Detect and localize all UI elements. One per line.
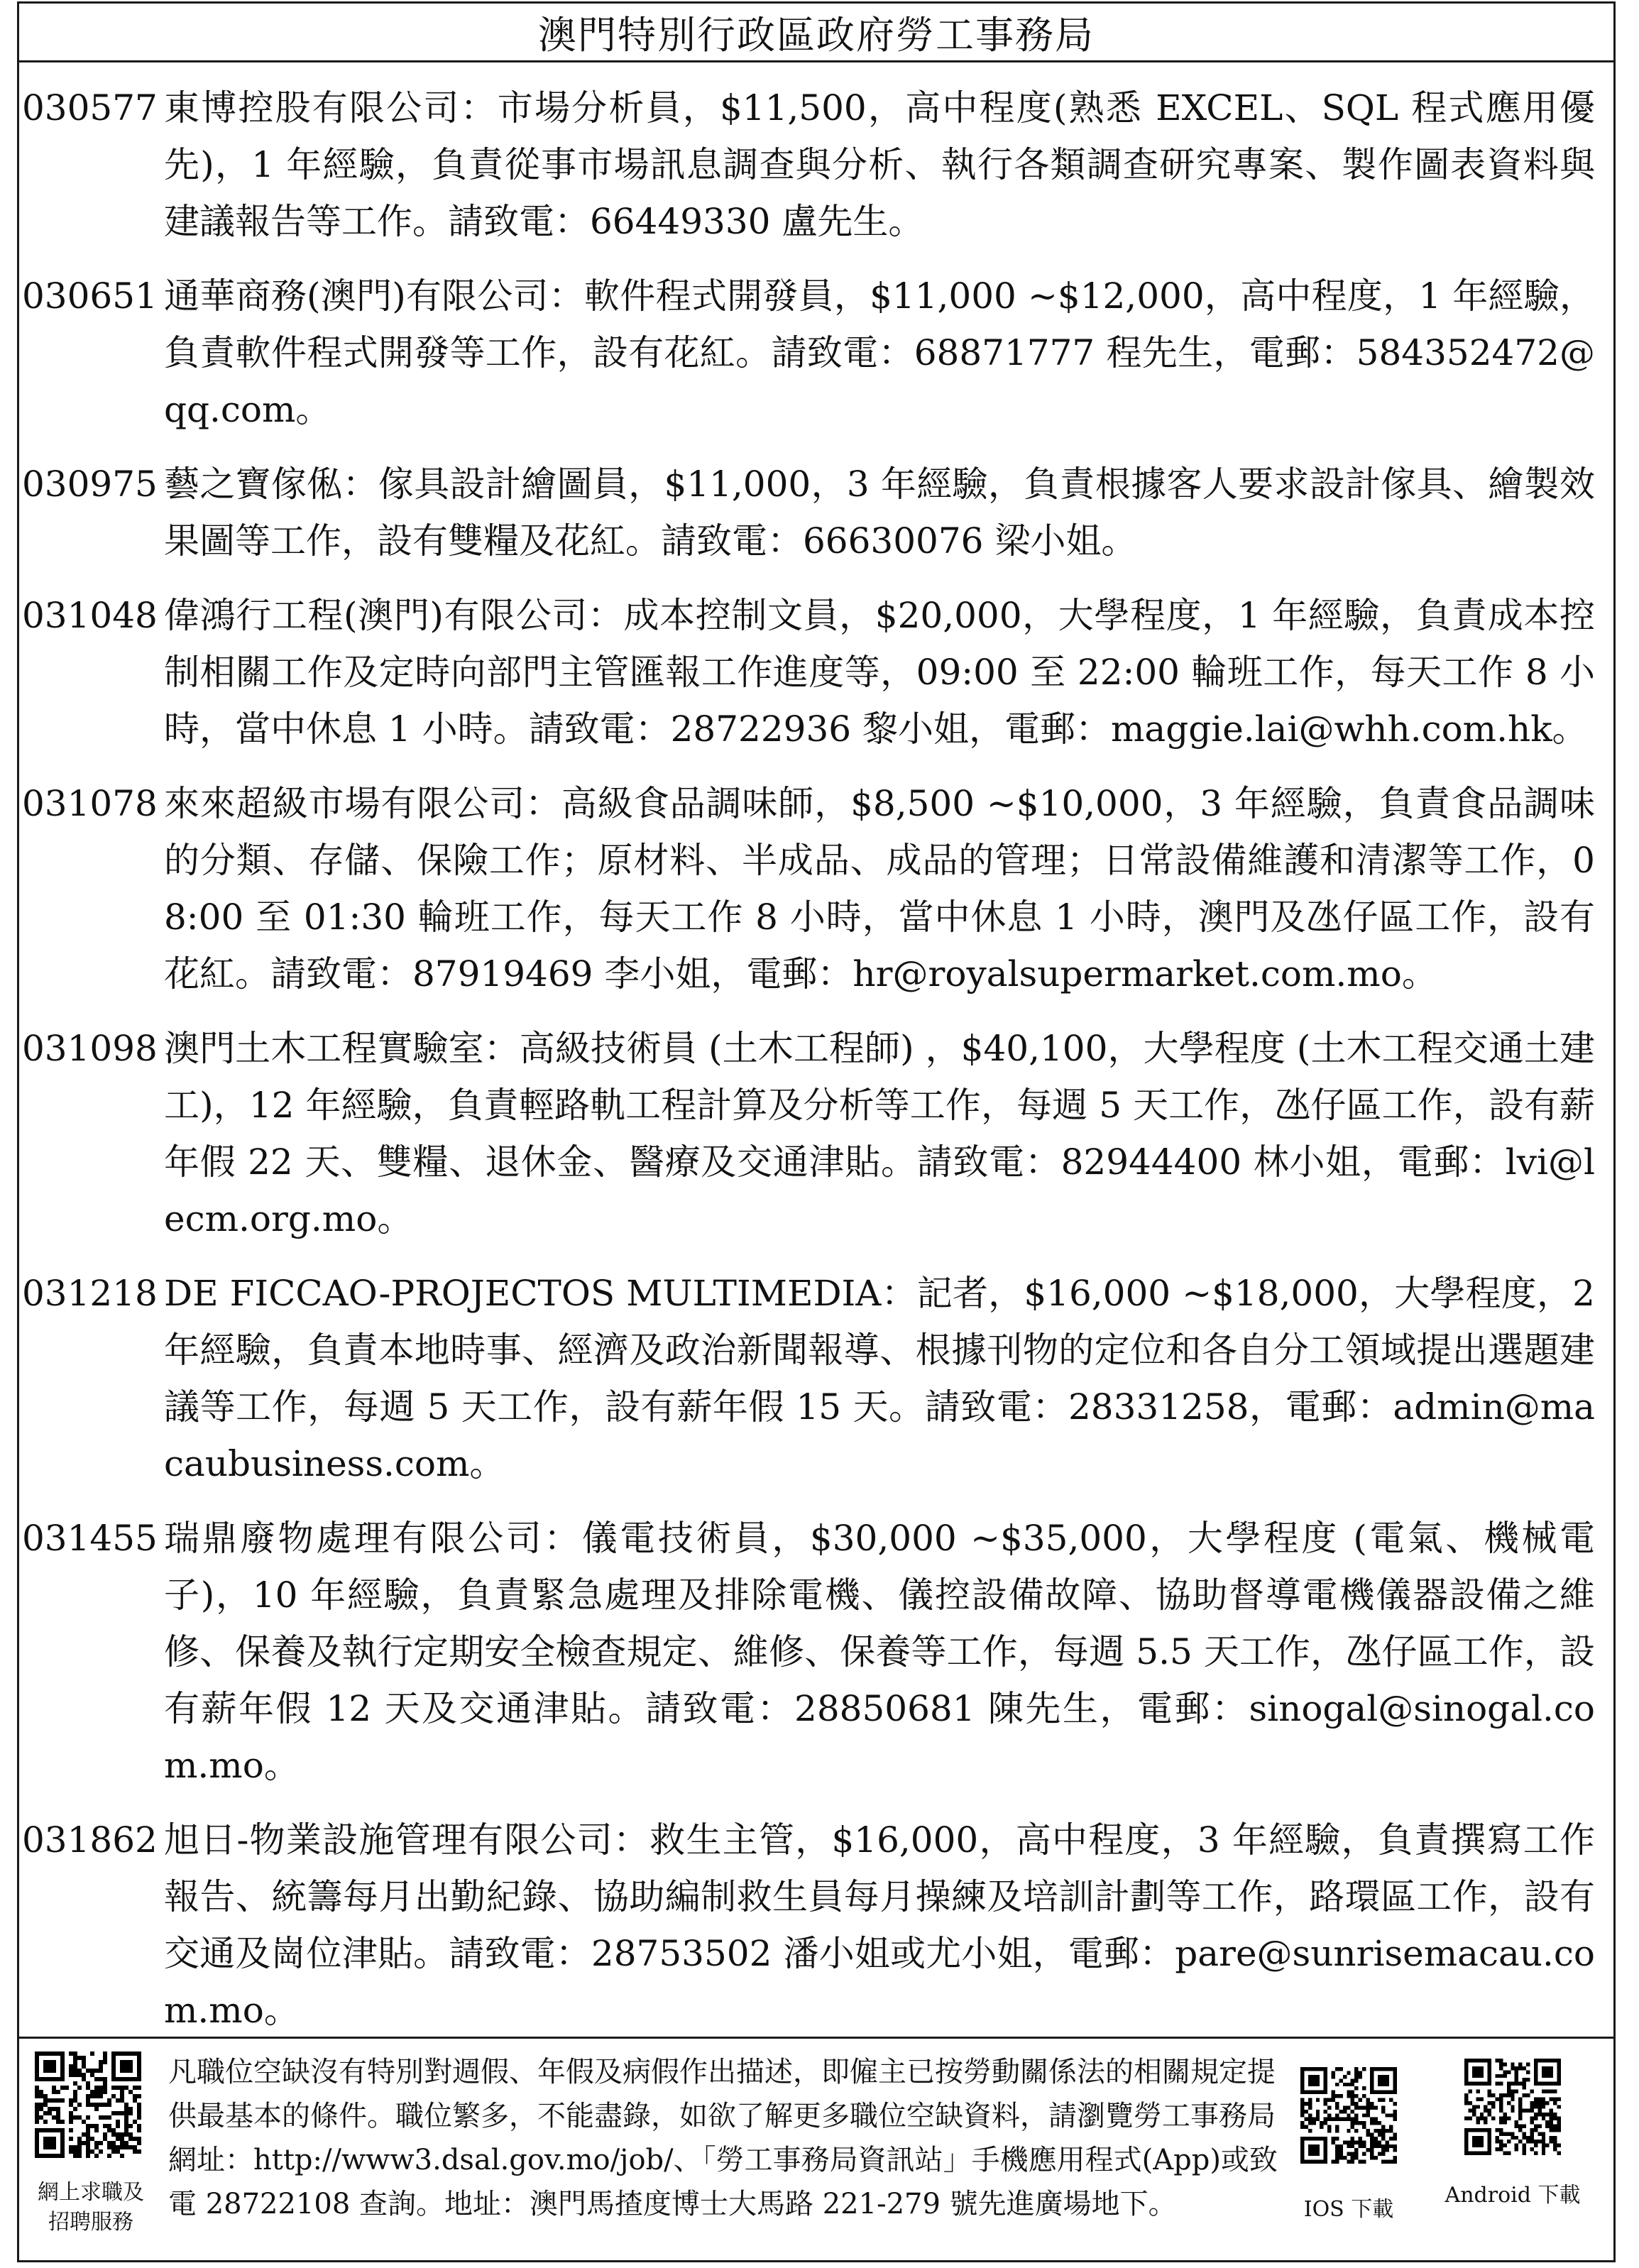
footer	[19, 2037, 1613, 2260]
android-download-qr-code-icon[interactable]	[1464, 2059, 1561, 2155]
job-listing	[19, 80, 1613, 250]
job-listing	[19, 1812, 1613, 2039]
job-code: 030651	[22, 275, 158, 317]
job-listing	[19, 587, 1613, 757]
job-service-qr-label-line1: 網上求職及	[38, 2180, 144, 2205]
job-service-qr-label-line2: 招聘服務	[48, 2210, 133, 2235]
job-code: 031078	[22, 783, 158, 824]
footer-notice: 凡職位空缺沒有特別對週假、年假及病假作出描述，即僱主已按勞動關係法的相關規定提供最基本的條件。職位繁多，不能盡錄，如欲了解更多職位空缺資料，請瀏覽勞工事務局網址：http://www3.dsal.gov.mo/job/、「勞工事務局資訊站」手機應用程式(App)或致電 28722108 查詢。地址：澳門馬揸度博士大馬路 221-279 號先進廣場地下。	[168, 2056, 1278, 2220]
job-description: 藝之寶傢俬：傢具設計繪圖員，$11,000，3 年經驗，負責根據客人要求設計傢具、繪製效果圖等工作，設有雙糧及花紅。請致電：66630076 梁小姐。	[164, 464, 1595, 561]
page-title-text: 澳門特別行政區政府勞工事務局	[538, 12, 1095, 57]
job-listings	[19, 80, 1613, 2039]
job-service-qr-label	[23, 2178, 158, 2237]
job-service-qr-code-icon[interactable]	[35, 2051, 141, 2158]
page-title	[19, 4, 1613, 62]
job-listing	[19, 775, 1613, 1002]
job-code: 031048	[22, 595, 158, 636]
job-description: DE FICCAO-PROJECTOS MULTIMEDIA：記者，$16,000 ~$18,000，大學程度，2 年經驗，負責本地時事、經濟及政治新聞報導、根據刊物的定位和各自分工領域提出選題建議等工作，每週 5 天工作，設有薪年假 15 天。請致電：28331258，電郵：admin@macaubusiness.com。	[164, 1273, 1595, 1484]
job-listing	[19, 456, 1613, 569]
ios-download-label: IOS 下載	[1303, 2197, 1394, 2222]
job-listing	[19, 1020, 1613, 1247]
job-code: 031455	[22, 1518, 158, 1559]
job-code: 031862	[22, 1819, 158, 1861]
job-description: 偉鴻行工程(澳門)有限公司：成本控制文員，$20,000，大學程度，1 年經驗，負責成本控制相關工作及定時向部門主管匯報工作進度等，09:00 至 22:00 輪班工作，每天工作 8 小時，當中休息 1 小時。請致電：28722936 黎小姐，電郵：maggie.lai@whh.com.hk。	[164, 595, 1595, 750]
job-code: 031218	[22, 1273, 158, 1314]
job-description: 旭日-物業設施管理有限公司：救生主管，$16,000，高中程度，3 年經驗，負責撰寫工作報告、統籌每月出勤紀錄、協助編制救生員每月操練及培訓計劃等工作，路環區工作，設有交通及崗位津貼。請致電：28753502 潘小姐或尤小姐，電郵：pare@sunrisemacau.com.mo。	[164, 1819, 1595, 2031]
ios-download-qr-code-icon[interactable]	[1300, 2067, 1397, 2164]
job-code: 031098	[22, 1028, 158, 1069]
job-description: 通華商務(澳門)有限公司：軟件程式開發員，$11,000 ~$12,000，高中程度，1 年經驗，負責軟件程式開發等工作，設有花紅。請致電：68871777 程先生，電郵：584352472@qq.com。	[164, 275, 1595, 430]
job-vacancy-sheet	[17, 1, 1616, 2262]
job-description: 來來超級市場有限公司：高級食品調味師，$8,500 ~$10,000，3 年經驗，負責食品調味的分類、存儲、保險工作；原材料、半成品、成品的管理；日常設備維護和清潔等工作，08:00 至 01:30 輪班工作，每天工作 8 小時，當中休息 1 小時，澳門及氹仔區工作，設有花紅。請致電：87919469 李小姐，電郵：hr@royalsupermarket.com.mo。	[164, 783, 1595, 995]
job-code: 030577	[22, 87, 158, 128]
job-description: 東博控股有限公司：市場分析員，$11,500，高中程度(熟悉 EXCEL、SQL 程式應用優先)，1 年經驗，負責從事市場訊息調查與分析、執行各類調查研究專案、製作圖表資料與建議報告等工作。請致電：66449330 盧先生。	[164, 87, 1595, 242]
android-download-label: Android 下載	[1445, 2183, 1581, 2208]
job-description: 澳門土木工程實驗室：高級技術員 (土木工程師) ，$40,100，大學程度 (土木工程交通土建工)，12 年經驗，負責輕路軌工程計算及分析等工作，每週 5 天工作，氹仔區工作，設有薪年假 22 天、雙糧、退休金、醫療及交通津貼。請致電：82944400 林小姐，電郵：lvi@lecm.org.mo。	[164, 1028, 1595, 1239]
job-listing	[19, 1510, 1613, 1794]
job-listing	[19, 268, 1613, 438]
job-listing	[19, 1265, 1613, 1492]
job-code: 030975	[22, 464, 158, 505]
job-description: 瑞鼎廢物處理有限公司：儀電技術員，$30,000 ~$35,000，大學程度 (電氣、機械電子)，10 年經驗，負責緊急處理及排除電機、儀控設備故障、協助督導電機儀器設備之維修、保養及執行定期安全檢查規定、維修、保養等工作，每週 5.5 天工作，氹仔區工作，設有薪年假 12 天及交通津貼。請致電：28850681 陳先生，電郵：sinogal@sinogal.com.mo。	[164, 1518, 1595, 1786]
